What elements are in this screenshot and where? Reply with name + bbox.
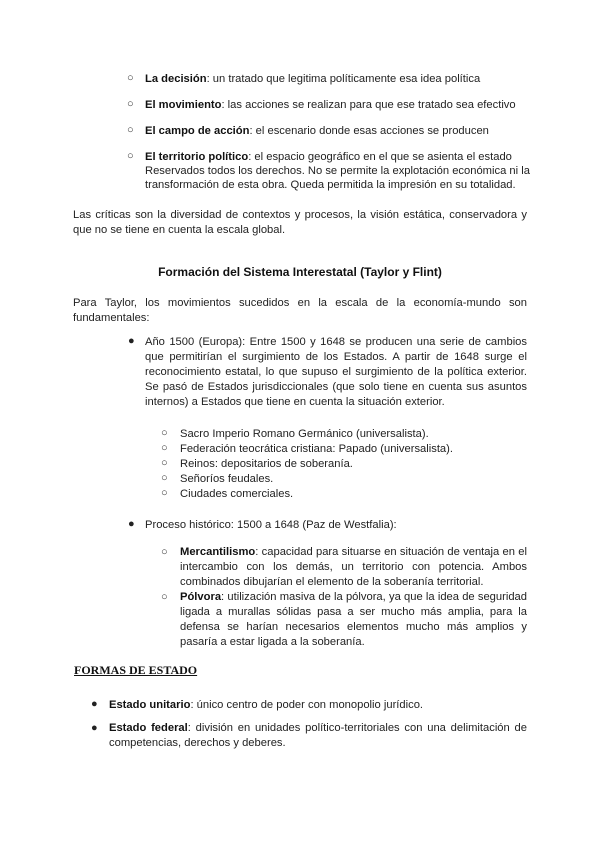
formas-heading: FORMAS DE ESTADO — [74, 663, 198, 677]
hollow-bullet-icon: ○ — [161, 546, 168, 558]
anio-1500-paragraph: Año 1500 (Europa): Entre 1500 y 1648 se producen una serie de cambios que permitirían el surgimiento de los Estados. A partir de 1648 surge el reconocimiento estatal, lo que supuso el surgimiento de la política exterior. Se pasó de Estados jurisdiccionales (que solo tiene en cuenta sus asuntos internos) a Estados que tiene en cuenta la situación exterior. — [145, 336, 527, 408]
list-item-territorio: El territorio político: el espacio geográfico en el que se asienta el estado — [145, 151, 512, 163]
mercantilismo-item: Mercantilismo: capacidad para situarse en situación de ventaja en el intercambio con los demás, un territorio con potencia. Ambos combinados dibujarían el elemento de la soberanía territorial. — [180, 546, 527, 588]
dot-bullet-icon: ● — [128, 518, 135, 530]
watermark-notice-line-2: transformación de esta obra. Queda permitida la impresión en su totalidad. — [145, 179, 516, 191]
list-item: Sacro Imperio Romano Germánico (universalista). — [180, 428, 429, 440]
estado-federal-item: Estado federal: división en unidades político-territoriales con una delimitación de competencias, derechos y deberes. — [109, 722, 527, 749]
list-item: Federación teocrática cristiana: Papado (universalista). — [180, 443, 453, 455]
hollow-bullet-icon: ○ — [127, 124, 134, 136]
list-item-movimiento: El movimiento: las acciones se realizan para que ese tratado sea efectivo — [145, 99, 516, 111]
hollow-bullet-icon: ○ — [161, 442, 168, 454]
dot-bullet-icon: ● — [128, 335, 135, 347]
estado-unitario-item: Estado unitario: único centro de poder con monopolio jurídico. — [109, 699, 424, 711]
hollow-bullet-icon: ○ — [161, 457, 168, 469]
list-item: Ciudades comerciales. — [180, 488, 294, 500]
intro-paragraph: Para Taylor, los movimientos sucedidos en la escala de la economía-mundo son fundamentales: — [73, 297, 527, 324]
watermark-notice-line-1: Reservados todos los derechos. No se permite la explotación económica ni la — [145, 165, 530, 177]
polvora-item: Pólvora: utilización masiva de la pólvora, ya que la idea de seguridad ligada a murallas sólidas pasa a ser mucho más amplia, para la defensa se harían necesarios elementos mucho más amplios y pasaría a estar ligada a la soberanía. — [180, 591, 527, 648]
hollow-bullet-icon: ○ — [161, 472, 168, 484]
proceso-historico: Proceso histórico: 1500 a 1648 (Paz de Westfalia): — [145, 519, 397, 531]
criticas-paragraph: Las críticas son la diversidad de contextos y procesos, la visión estática, conservadora y que no se tiene en cuenta la escala global. — [73, 209, 527, 236]
dot-bullet-icon: ● — [91, 698, 98, 710]
section-title: Formación del Sistema Interestatal (Taylor y Flint) — [158, 265, 442, 279]
hollow-bullet-icon: ○ — [161, 427, 168, 439]
dot-bullet-icon: ● — [91, 722, 98, 734]
hollow-bullet-icon: ○ — [127, 98, 134, 110]
hollow-bullet-icon: ○ — [127, 150, 134, 162]
list-item: Señoríos feudales. — [180, 473, 274, 485]
hollow-bullet-icon: ○ — [161, 591, 168, 603]
list-item-campo: El campo de acción: el escenario donde esas acciones se producen — [145, 125, 489, 137]
list-item: Reinos: depositarios de soberanía. — [180, 458, 353, 470]
hollow-bullet-icon: ○ — [127, 72, 134, 84]
hollow-bullet-icon: ○ — [161, 487, 168, 499]
list-item-decision: La decisión: un tratado que legitima políticamente esa idea política — [145, 73, 481, 85]
